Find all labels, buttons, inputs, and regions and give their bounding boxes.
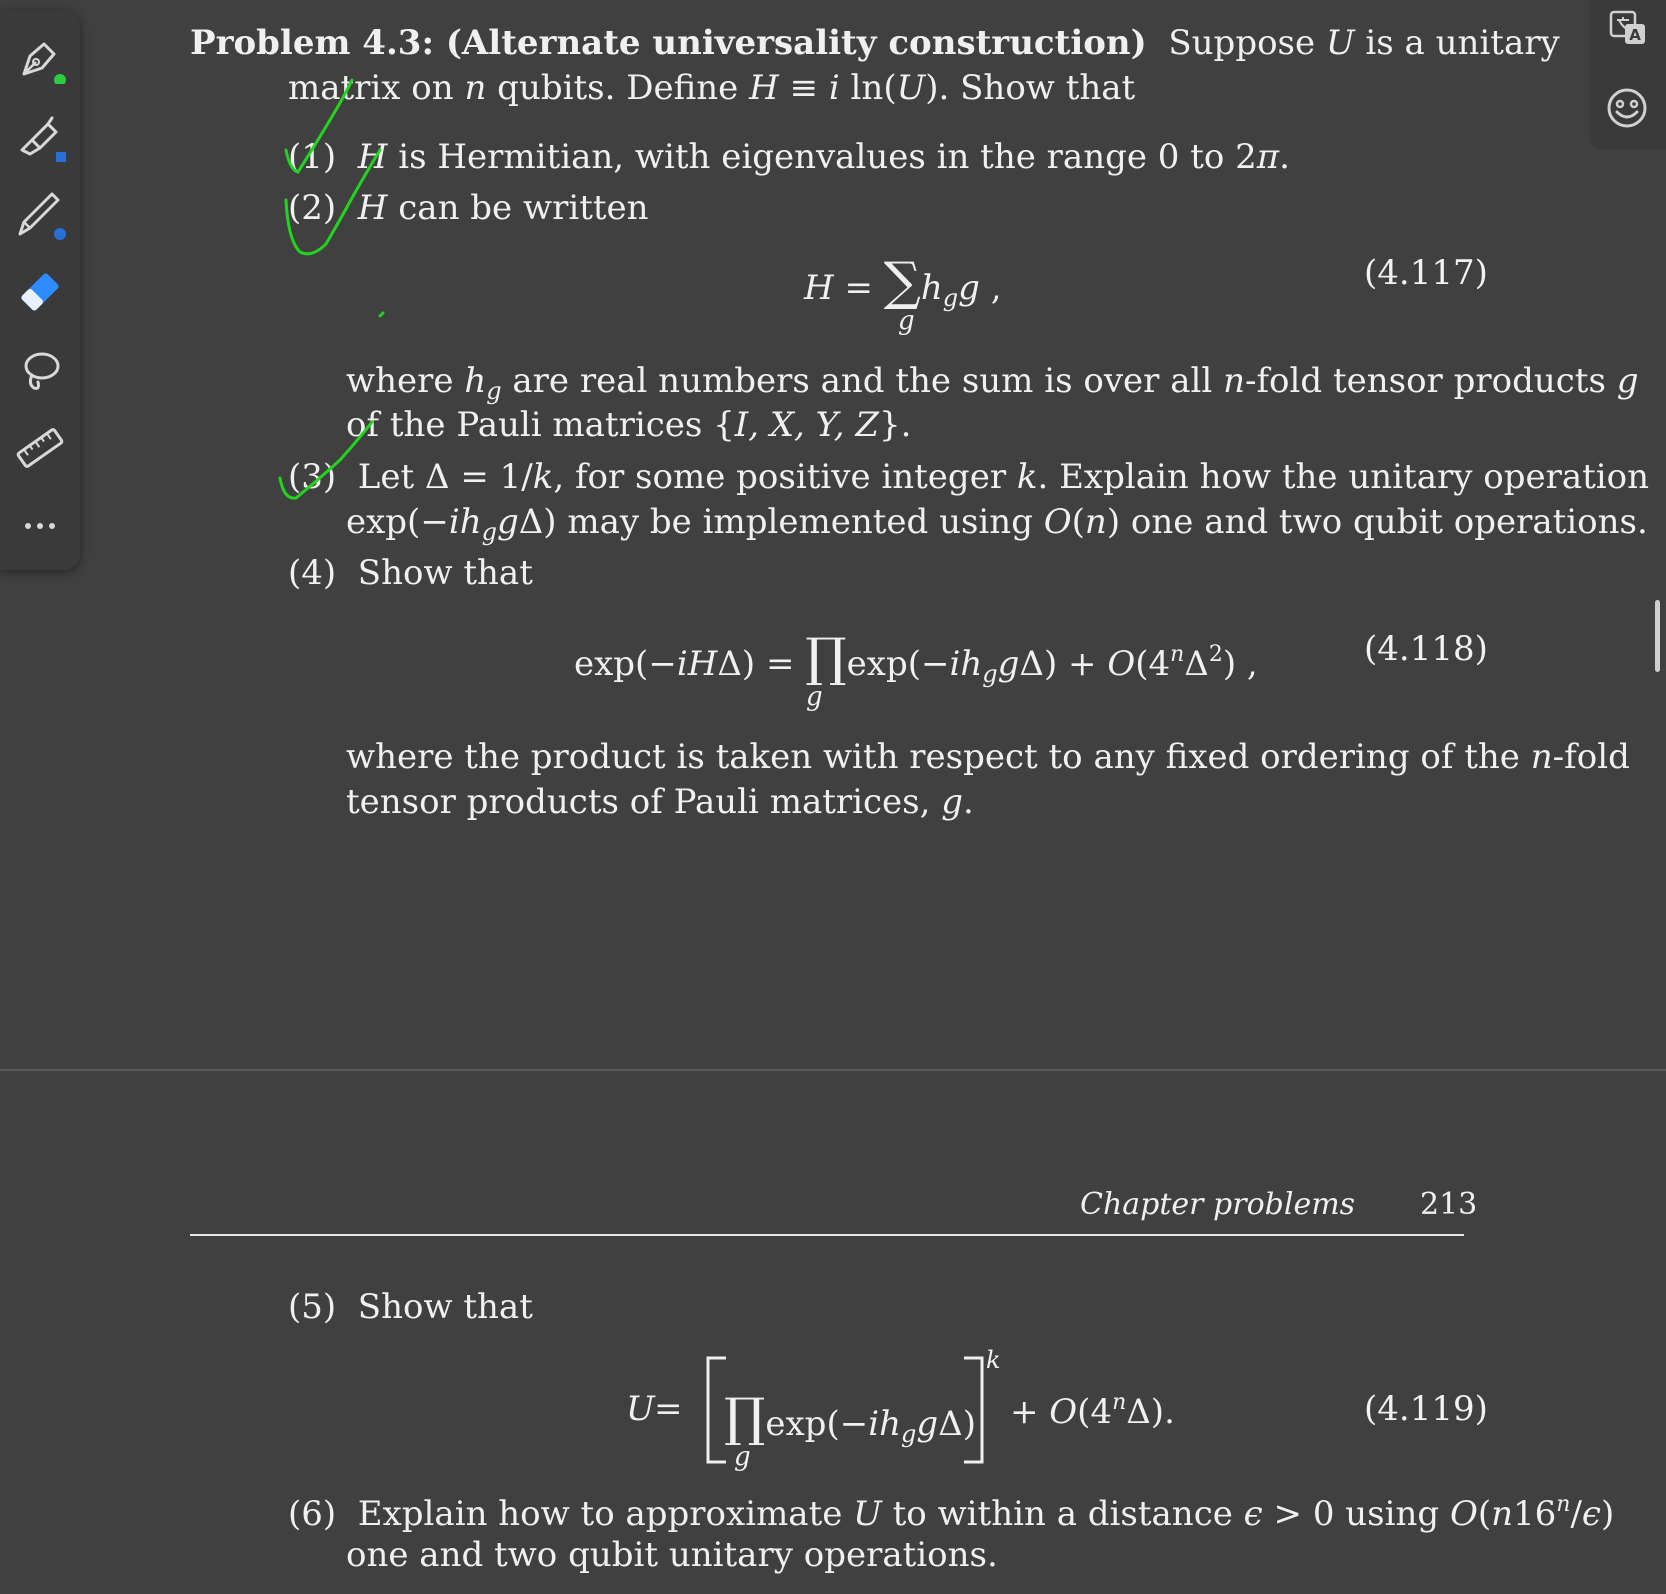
eq118-f: Δ bbox=[1184, 644, 1209, 684]
item3-c: . Explain how the unitary operation bbox=[1037, 457, 1650, 497]
highlighter-icon bbox=[14, 110, 66, 162]
item6-number: (6) bbox=[288, 1494, 337, 1534]
equation-number-4-118: (4.118) bbox=[1364, 629, 1488, 669]
item6-epsilon-2: ϵ bbox=[1581, 1494, 1601, 1534]
item6-O: O bbox=[1449, 1494, 1478, 1534]
item3-a: Let Δ = 1/ bbox=[357, 457, 533, 497]
item5-number: (5) bbox=[288, 1287, 337, 1327]
intro2-e: ). Show that bbox=[925, 68, 1136, 108]
item3-l2-O: O bbox=[1043, 502, 1072, 542]
item3-l2-b: Δ) may be implemented using bbox=[518, 502, 1044, 542]
eq119-sub: g bbox=[901, 1420, 917, 1448]
intro2-U: U bbox=[896, 68, 926, 108]
right-side-panel bbox=[1589, 0, 1666, 150]
item3-k: k bbox=[532, 457, 554, 497]
header-rule bbox=[190, 1234, 1464, 1236]
where4-g: g bbox=[941, 782, 963, 822]
ruler-tool[interactable] bbox=[14, 422, 66, 474]
eq118-d: Δ) + bbox=[1019, 644, 1108, 684]
item-1 bbox=[288, 137, 1290, 177]
eq119-product-limit: g bbox=[734, 1442, 751, 1472]
where-line-4 bbox=[346, 782, 974, 822]
where2-b: }. bbox=[878, 405, 912, 445]
intro2-c: ≡ bbox=[778, 68, 829, 108]
eq117-equals: = bbox=[833, 268, 884, 308]
item6-b: to within a distance bbox=[881, 1494, 1244, 1534]
eq119-e: Δ). bbox=[1126, 1392, 1175, 1432]
item-3 bbox=[288, 457, 1650, 497]
where4-a: tensor products of Pauli matrices, bbox=[346, 782, 942, 822]
intro2-i: i bbox=[828, 68, 840, 108]
intro2-a: matrix on bbox=[288, 68, 465, 108]
eq119-inner bbox=[724, 1388, 976, 1448]
equation-number-4-117: (4.117) bbox=[1364, 253, 1488, 293]
pencil-tool[interactable] bbox=[14, 188, 66, 240]
intro-U: U bbox=[1325, 23, 1355, 63]
equation-4-118 bbox=[574, 628, 1258, 688]
item3-l2-ih: ih bbox=[448, 502, 482, 542]
eq118-end: ) , bbox=[1222, 644, 1258, 684]
eq119-b: Δ) bbox=[938, 1404, 976, 1444]
lasso-icon bbox=[14, 344, 66, 396]
where1-g: g bbox=[1616, 361, 1639, 401]
where1-c: -fold tensor products bbox=[1244, 361, 1617, 401]
item2-H: H bbox=[357, 188, 388, 228]
pauli-set: I, X, Y, Z bbox=[734, 405, 879, 445]
item3-l2-sub: g bbox=[481, 518, 497, 546]
where-line-3 bbox=[346, 737, 1630, 777]
item3-l2-c: ( bbox=[1071, 502, 1085, 542]
item3-k2: k bbox=[1016, 457, 1038, 497]
item6-U: U bbox=[853, 1494, 882, 1534]
item3-l2-n: n bbox=[1084, 502, 1107, 542]
ruler-icon bbox=[14, 422, 66, 474]
fountain-pen-icon bbox=[14, 32, 66, 84]
where-line-1 bbox=[346, 361, 1639, 405]
eq119-lhs: U bbox=[626, 1389, 655, 1429]
scrollbar-thumb[interactable] bbox=[1655, 600, 1660, 672]
item3-l2-a: exp(− bbox=[346, 502, 449, 542]
where3-a: where the product is taken with respect to any fixed ordering of the bbox=[346, 737, 1531, 777]
eq119-tail bbox=[1010, 1390, 1175, 1432]
translate-icon bbox=[1601, 2, 1653, 54]
more-icon bbox=[14, 500, 66, 552]
item1-pi: π bbox=[1256, 137, 1280, 177]
item-3-line-2 bbox=[346, 502, 1648, 546]
item6-line-2: one and two qubit unitary operations. bbox=[346, 1535, 998, 1575]
where-line-2 bbox=[346, 405, 912, 445]
eq118-sup-n: n bbox=[1170, 642, 1185, 667]
where1-a: where bbox=[346, 361, 465, 401]
where2-a: of the Pauli matrices { bbox=[346, 405, 735, 445]
eq118-product-limit: g bbox=[806, 682, 823, 712]
item5-text: Show that bbox=[357, 1287, 533, 1327]
problem-heading bbox=[190, 23, 1560, 63]
eq118-sub: g bbox=[982, 660, 998, 688]
svg-text:A: A bbox=[1629, 26, 1641, 44]
item1-end: . bbox=[1279, 137, 1290, 177]
item-5 bbox=[288, 1287, 533, 1327]
lasso-tool[interactable] bbox=[14, 344, 66, 396]
page-number: 213 bbox=[1420, 1187, 1478, 1222]
problem-label: Problem 4.3: (Alternate universality construction) bbox=[190, 23, 1147, 63]
item2-number: (2) bbox=[288, 188, 337, 228]
intro-line-2 bbox=[288, 68, 1136, 108]
item1-number: (1) bbox=[288, 137, 337, 177]
translate-button[interactable] bbox=[1601, 2, 1653, 54]
item6-g: ) bbox=[1600, 1494, 1615, 1534]
eq119-a: exp(− bbox=[765, 1404, 869, 1444]
item6-n: n bbox=[1491, 1494, 1513, 1534]
eq118-O: O bbox=[1107, 644, 1136, 684]
where1-h: h bbox=[464, 361, 487, 401]
where1-sub: g bbox=[486, 377, 502, 405]
eq119-equals: = bbox=[654, 1389, 683, 1429]
intro2-n: n bbox=[464, 68, 487, 108]
eq118-g: g bbox=[997, 644, 1020, 684]
eq119-power-k: k bbox=[986, 1346, 1001, 1374]
eq119-d: (4 bbox=[1077, 1392, 1113, 1432]
equation-4-117 bbox=[804, 252, 1002, 312]
eq119-ih: ih bbox=[868, 1404, 901, 1444]
sticker-button[interactable] bbox=[1601, 82, 1653, 134]
eq118-b: Δ) = bbox=[717, 644, 806, 684]
item3-l2-g: g bbox=[496, 502, 519, 542]
eq117-h: h bbox=[920, 268, 943, 308]
annotation-toolbar bbox=[0, 10, 80, 570]
intro-text-end: is a unitary bbox=[1354, 23, 1560, 63]
eq119-product-operator: ∏ bbox=[724, 1388, 766, 1448]
where3-b: -fold bbox=[1552, 737, 1630, 777]
eq118-sup-2: 2 bbox=[1208, 642, 1223, 667]
eq118-c: exp(− bbox=[846, 644, 950, 684]
intro2-d: ln( bbox=[839, 68, 897, 108]
item4-number: (4) bbox=[288, 553, 337, 593]
eq118-ih: ih bbox=[949, 644, 983, 684]
where1-n: n bbox=[1223, 361, 1245, 401]
ink-dot bbox=[380, 313, 383, 316]
intro2-b: qubits. Define bbox=[486, 68, 750, 108]
eq118-a: exp(− bbox=[574, 644, 677, 684]
intro-text: Suppose bbox=[1168, 23, 1326, 63]
item2-text: can be written bbox=[387, 188, 649, 228]
item6-sup: n bbox=[1556, 1492, 1571, 1517]
pencil-icon bbox=[14, 188, 66, 240]
item1-H: H bbox=[357, 137, 388, 177]
eraser-icon bbox=[14, 266, 66, 318]
item-6 bbox=[288, 1492, 1615, 1534]
eq117-sum-operator: ∑ bbox=[883, 252, 921, 312]
running-header-title: Chapter problems bbox=[1080, 1187, 1356, 1222]
eq118-e: (4 bbox=[1135, 644, 1171, 684]
item-2 bbox=[288, 188, 649, 228]
equation-number-4-119: (4.119) bbox=[1364, 1389, 1488, 1429]
item3-l2-d: ) one and two qubit operations. bbox=[1106, 502, 1648, 542]
where1-b: are real numbers and the sum is over all bbox=[501, 361, 1224, 401]
eq117-comma: , bbox=[979, 268, 1002, 308]
item3-b: , for some positive integer bbox=[553, 457, 1017, 497]
more-tools-button[interactable] bbox=[14, 500, 66, 552]
where4-b: . bbox=[963, 782, 974, 822]
highlighter-tool[interactable] bbox=[14, 110, 66, 162]
eq119-O: O bbox=[1049, 1392, 1078, 1432]
eq119-g: g bbox=[916, 1404, 939, 1444]
item4-text: Show that bbox=[357, 553, 533, 593]
eq117-h-sub: g bbox=[942, 284, 959, 312]
item6-a: Explain how to approximate bbox=[357, 1494, 854, 1534]
eq119-sup-n: n bbox=[1112, 1390, 1127, 1415]
eq117-lhs: H bbox=[804, 268, 834, 308]
item6-f: / bbox=[1570, 1494, 1582, 1534]
item6-e: 16 bbox=[1513, 1494, 1557, 1534]
item6-d: ( bbox=[1477, 1494, 1492, 1534]
fountain-pen-tool[interactable] bbox=[14, 32, 66, 84]
item1-text: is Hermitian, with eigenvalues in the range 0 to 2 bbox=[387, 137, 1257, 177]
item-4 bbox=[288, 553, 533, 593]
eq118-product-operator: ∏ bbox=[805, 628, 847, 688]
intro2-H: H bbox=[749, 68, 779, 108]
item6-c: > 0 using bbox=[1262, 1494, 1450, 1534]
item3-number: (3) bbox=[288, 457, 337, 497]
eq119-c: + bbox=[1010, 1392, 1050, 1432]
eq117-g: g bbox=[958, 268, 980, 308]
eq117-sum-limit: g bbox=[898, 306, 915, 336]
page-divider bbox=[0, 1069, 1666, 1071]
eq118-iH: iH bbox=[676, 644, 718, 684]
where3-n: n bbox=[1530, 737, 1553, 777]
sticker-icon bbox=[1601, 82, 1653, 134]
item6-epsilon: ϵ bbox=[1243, 1494, 1263, 1534]
eraser-tool[interactable] bbox=[14, 266, 66, 318]
